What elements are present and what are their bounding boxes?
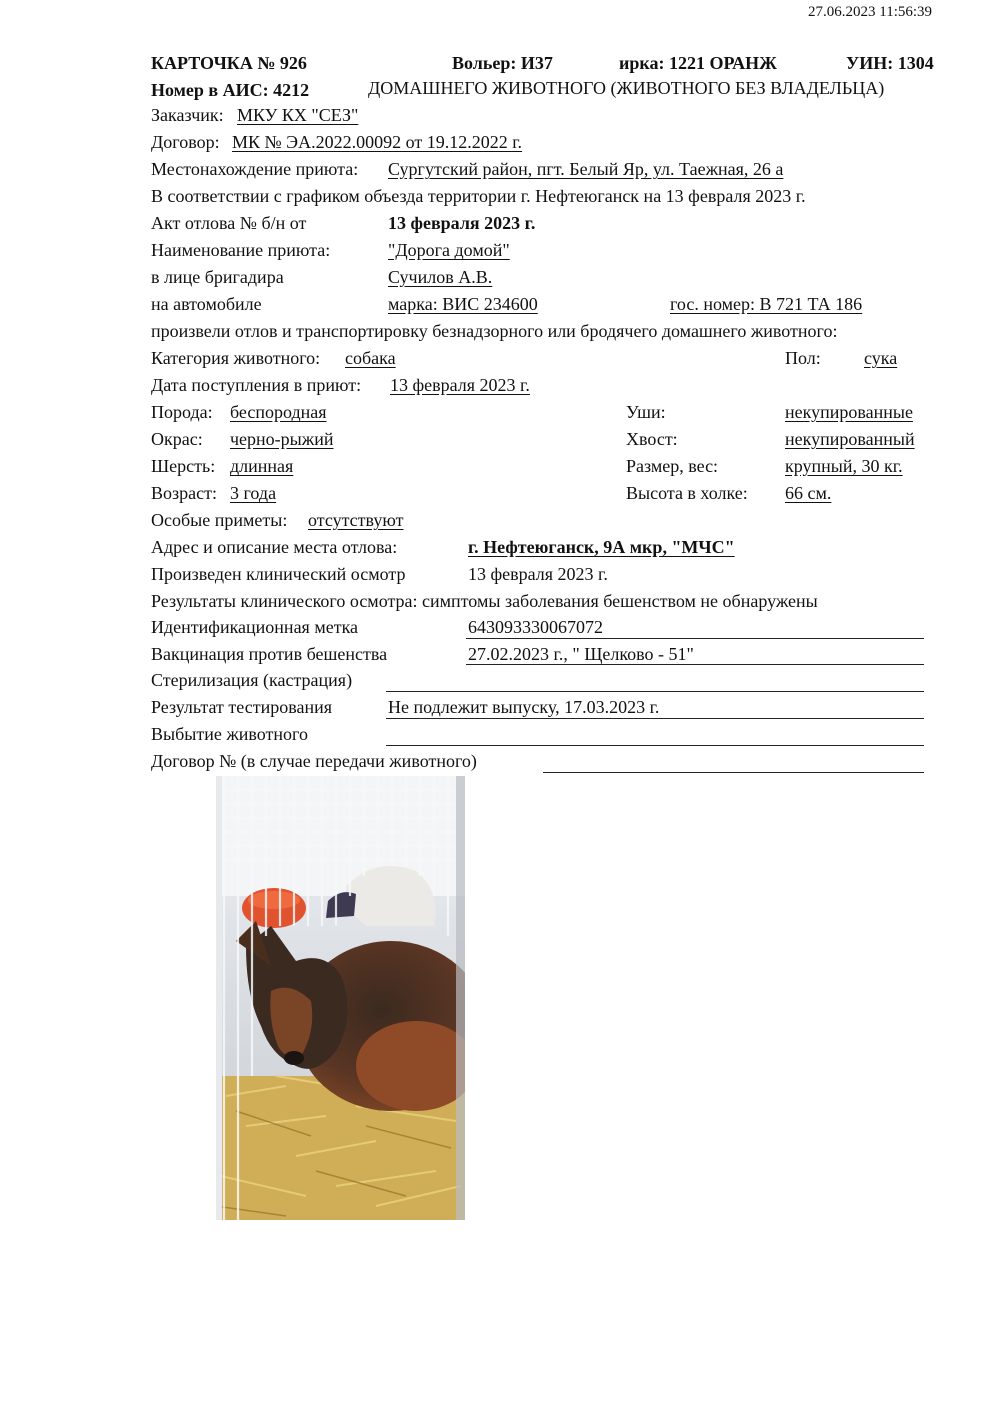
foreman-value: Сучилов А.В. [388,267,493,287]
shelter-location-value: Сургутский район, пгт. Белый Яр, ул. Таежная, 26 а [388,159,784,179]
vaccination-value: 27.02.2023 г., " Щелково - 51" [468,644,694,664]
sex-value: сука [864,348,898,368]
test-result-label: Результат тестирования [151,697,332,717]
id-tag-underline [466,638,924,639]
vehicle-label: на автомобиле [151,294,262,314]
performed-line: произвели отлов и транспортировку безнадзорного или бродячего домашнего животного: [151,321,838,341]
capture-address-label: Адрес и описание места отлова: [151,537,398,557]
document-title: ДОМАШНЕГО ЖИВОТНОГО (ЖИВОТНОГО БЕЗ ВЛАДЕЛЬЦА) [368,78,885,98]
departure-underline [386,745,924,746]
age-value: 3 года [230,483,277,503]
foreman-label: в лице бригадира [151,267,284,287]
print-timestamp: 27.06.2023 11:56:39 [808,4,933,20]
age-label: Возраст: [151,483,217,503]
shelter-name-value: "Дорога домой" [388,240,510,260]
contract-label: Договор: [151,132,220,152]
tag-number: ирка: 1221 ОРАНЖ [619,53,777,73]
arrival-date-label: Дата поступления в приют: [151,375,362,395]
test-result-value: Не подлежит выпуску, 17.03.2023 г. [388,697,660,717]
coat-value: длинная [230,456,294,476]
color-value: черно-рыжий [230,429,334,449]
tail-label: Хвост: [626,429,678,449]
marks-value: отсутствуют [308,510,404,530]
breed-value: беспородная [230,402,327,422]
capture-act-date: 13 февраля 2023 г. [388,213,536,233]
card-number: КАРТОЧКА № 926 [151,53,307,73]
category-value: собака [345,348,396,368]
ears-value: некупированные [785,402,913,422]
enclosure: Вольер: И37 [452,53,553,73]
ais-number: Номер в АИС: 4212 [151,80,310,100]
id-tag-value: 643093330067072 [468,617,603,637]
sterilization-label: Стерилизация (кастрация) [151,670,353,690]
breed-label: Порода: [151,402,213,422]
vaccination-underline [466,664,924,665]
capture-act-label: Акт отлова № б/н от [151,213,307,233]
height-value: 66 см. [785,483,832,503]
exam-label: Произведен клинический осмотр [151,564,406,584]
vehicle-plate: гос. номер: В 721 ТА 186 [670,294,863,314]
uin: УИН: 1304 [846,53,934,73]
customer-value: МКУ КХ "СЕЗ" [237,105,359,125]
vaccination-label: Вакцинация против бешенства [151,644,388,664]
height-label: Высота в холке: [626,483,748,503]
vehicle-brand: марка: ВИС 234600 [388,294,538,314]
arrival-date-value: 13 февраля 2023 г. [390,375,530,395]
id-tag-label: Идентификационная метка [151,617,359,637]
schedule-line: В соответствии с графиком объезда территории г. Нефтеюганск на 13 февраля 2023 г. [151,186,806,206]
coat-label: Шерсть: [151,456,216,476]
departure-label: Выбытие животного [151,724,308,744]
test-result-underline [386,718,924,719]
sex-label: Пол: [785,348,821,368]
tail-value: некупированный [785,429,915,449]
size-value: крупный, 30 кг. [785,456,903,476]
customer-label: Заказчик: [151,105,224,125]
transfer-contract-underline [543,772,924,773]
exam-value: 13 февраля 2023 г. [468,564,608,584]
shelter-location-label: Местонахождение приюта: [151,159,359,179]
capture-address-value: г. Нефтеюганск, 9А мкр, "МЧС" [468,537,735,557]
shelter-name-label: Наименование приюта: [151,240,331,260]
color-label: Окрас: [151,429,203,449]
exam-results: Результаты клинического осмотра: симптомы заболевания бешенством не обнаружены [151,591,818,611]
marks-label: Особые приметы: [151,510,288,530]
contract-value: МК № ЭА.2022.00092 от 19.12.2022 г. [232,132,523,152]
size-label: Размер, вес: [626,456,719,476]
dog-photo [216,776,465,1220]
ears-label: Уши: [626,402,666,422]
category-label: Категория животного: [151,348,321,368]
sterilization-underline [386,691,924,692]
transfer-contract-label: Договор № (в случае передачи животного) [151,751,477,771]
